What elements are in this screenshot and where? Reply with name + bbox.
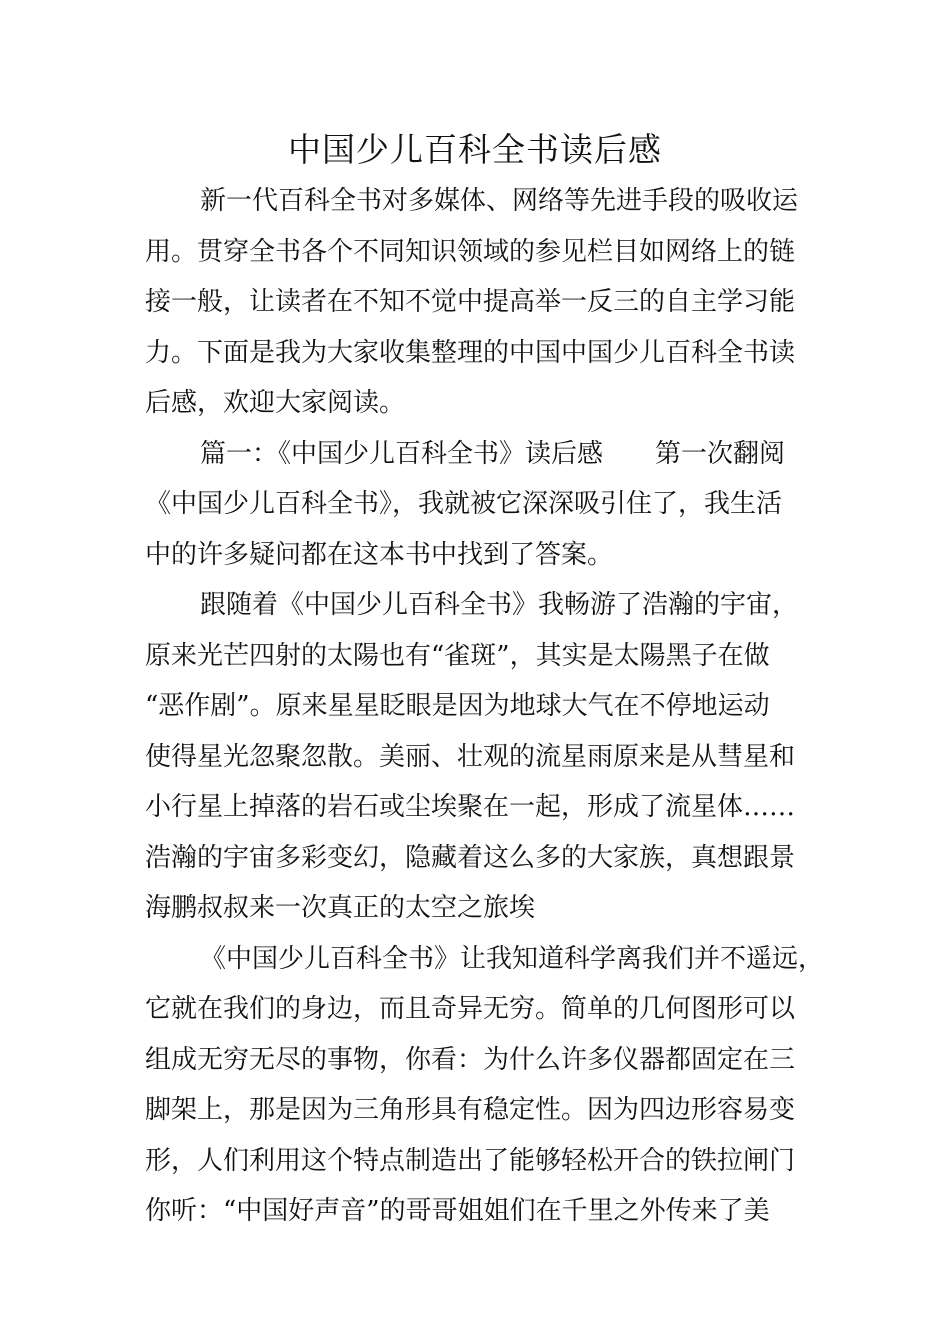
paragraph-line: 它就在我们的身边，而且奇异无穷。简单的几何图形可以 — [145, 994, 796, 1024]
paragraph-line: 形，人们利用这个特点制造出了能够轻松开合的铁拉闸门 — [145, 1145, 796, 1176]
paragraph-line: 小行星上掉落的岩石或尘埃聚在一起，形成了流星体…… — [145, 792, 796, 822]
paragraph-line: 原来光芒四射的太陽也有“雀斑”，其实是太陽黑子在做 — [145, 640, 770, 671]
page-title: 中国少儿百科全书读后感 — [288, 130, 662, 169]
paragraph-line: “恶作剧”。原来星星眨眼是因为地球大气在不停地运动 — [145, 691, 770, 721]
paragraph-line: 浩瀚的宇宙多彩变幻，隐藏着这么多的大家族，真想跟景 — [145, 842, 796, 873]
paragraph-line: 使得星光忽聚忽散。美丽、壮观的流星雨原来是从彗星和 — [145, 741, 796, 772]
paragraph-line: 你听：“中国好声音”的哥哥姐姐们在千里之外传来了美 — [145, 1196, 770, 1226]
paragraph-line: 中的许多疑问都在这本书中找到了答案。 — [145, 539, 614, 570]
paragraph-line: 用。贯穿全书各个不同知识领域的参见栏目如网络上的链 — [145, 236, 796, 267]
document-body — [145, 176, 825, 1237]
paragraph-line: 脚架上，那是因为三角形具有稳定性。因为四边形容易变 — [145, 1095, 796, 1125]
paragraph-line: 海鹏叔叔来一次真正的太空之旅埃 — [145, 893, 536, 923]
paragraph-line: 《中国少儿百科全书》让我知道科学离我们并不遥远， — [200, 943, 825, 974]
paragraph-line: 篇一：《中国少儿百科全书》读后感 第一次翻阅 — [200, 438, 786, 469]
paragraph-line: 组成无穷无尽的事物，你看：为什么许多仪器都固定在三 — [145, 1044, 796, 1075]
paragraph-line: 接一般，让读者在不知不觉中提高举一反三的自主学习能 — [145, 287, 796, 317]
paragraph-line: 跟随着《中国少儿百科全书》我畅游了浩瀚的宇宙， — [200, 590, 799, 620]
paragraph-line: 新一代百科全书对多媒体、网络等先进手段的吸收运 — [200, 186, 799, 216]
paragraph-line: 力。下面是我为大家收集整理的中国中国少儿百科全书读 — [145, 337, 796, 368]
paragraph-line: 《中国少儿百科全书》，我就被它深深吸引住了，我生活 — [145, 489, 783, 519]
paragraph-line: 后感，欢迎大家阅读。 — [145, 388, 406, 418]
